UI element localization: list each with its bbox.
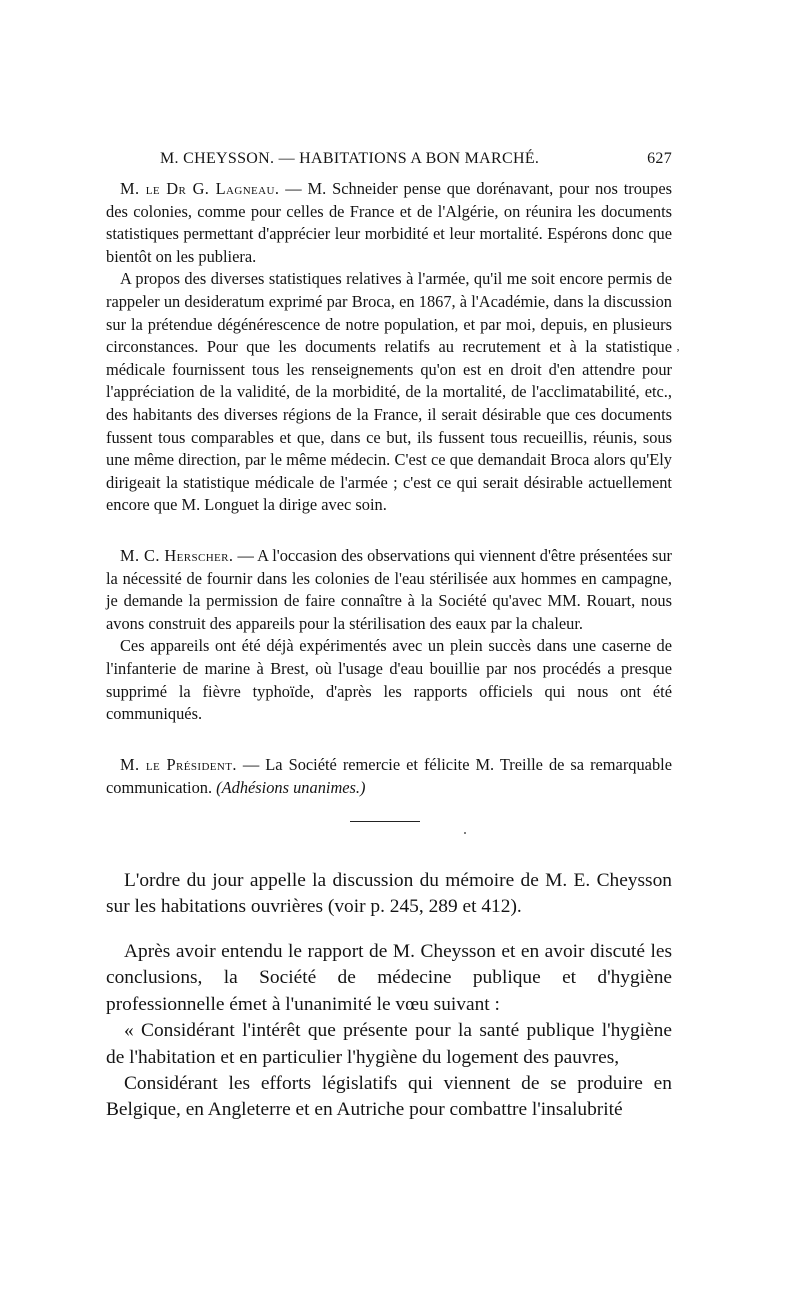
discussion-section-1 <box>106 178 672 517</box>
order-of-day-section <box>106 868 672 921</box>
speaker-president: M. le Président. <box>120 755 237 774</box>
running-title: M. CHEYSSON. — HABITATIONS A BON MARCHÉ. <box>160 150 540 167</box>
resolution-section <box>106 939 672 1124</box>
speaker-lagneau: M. le Dr G. Lagneau. <box>120 179 280 198</box>
page-number: 627 <box>647 150 672 167</box>
adhesions-note: (Adhésions unanimes.) <box>216 777 366 797</box>
discussion-section-2 <box>106 545 672 726</box>
paragraph-text: — La Société remercie et félicite M. Treille de sa remarquable communication. <box>106 755 672 797</box>
margin-mark: ʼ <box>676 346 680 360</box>
paragraph-considerant-1: « Considérant l'intérêt que présente pour la santé publique l'hygiène de l'habitation et en particulier l'hygiène du logement des pauvres, <box>106 1020 672 1068</box>
paragraph-herscher <box>106 545 672 635</box>
paragraph-lagneau <box>106 178 672 268</box>
paragraph-text: — A l'occasion des observations qui viennent d'être présentées sur la nécessité de fournir dans les colonies de l'eau stérilisée aux hommes en campagne, je demande la permission de faire connaître à la Société qu'avec MM. Rouart, nous avons construit des appareils pour la stérilisation des eaux par la chaleur. <box>106 546 672 633</box>
discussion-section-3 <box>106 754 672 799</box>
paragraph-considerant-2: Considérant les efforts législatifs qui viennent de se produire en Belgique, en Angleterre et en Autriche pour combattre l'insalubrité <box>106 1073 672 1121</box>
running-head <box>106 150 672 174</box>
paragraph-text: — M. Schneider pense que dorénavant, pour nos troupes des colonies, comme pour celles de France et de l'Algérie, on réunira les documents statistiques permettant d'apprécier leur morbidité et leur mortalité. Espérons donc que bientôt on les publiera. <box>106 179 672 266</box>
speaker-herscher: M. C. Herscher. <box>120 546 234 565</box>
paragraph-resolution-intro: Après avoir entendu le rapport de M. Cheysson et en avoir discuté les conclusions, la Société de médecine publique et d'hygiène professionnelle émet à l'unanimité le vœu suivant : <box>106 941 672 1015</box>
paragraph-appareils: Ces appareils ont été déjà expérimentés avec un plein succès dans une caserne de l'infanterie de marine à Brest, où l'usage d'eau bouillie par nos procédés a presque supprimé la fièvre typhoïde, d'après les rapports officiels qui nous ont été communiqués. <box>106 636 672 724</box>
paragraph-president <box>106 754 672 799</box>
ink-speck <box>464 832 466 834</box>
paragraph-broca: A propos des diverses statistiques relatives à l'armée, qu'il me soit encore permis de rappeler un desideratum exprimé par Broca, en 1867, à l'Académie, dans la discussion sur la prétendue dégénérescence de notre population, et par moi, depuis, en plusieurs circonstances. Pour que les documents relatifs au recrutement et à la statistique médicale fournissent tous les renseignements qu'on est en droit d'en attendre pour l'appréciation de la validité, de la morbidité, de la mortalité, de l'acclimatabilité, etc., des habitants des diverses régions de la France, il serait désirable que ces documents fussent tous comparables et que, dans ce but, ils fussent tous recueillis, réunis, sous une même direction, par le même médecin. C'est ce que demandait Broca alors qu'Ely dirigeait la statistique médicale de l'armée ; c'est ce qui serait désirable actuellement encore que M. Longuet la dirige avec soin. <box>106 269 672 515</box>
paragraph-ordre-du-jour: L'ordre du jour appelle la discussion du mémoire de M. E. Cheysson sur les habitations ouvrières (voir p. 245, 289 et 412). <box>106 870 672 918</box>
section-divider <box>350 821 420 822</box>
